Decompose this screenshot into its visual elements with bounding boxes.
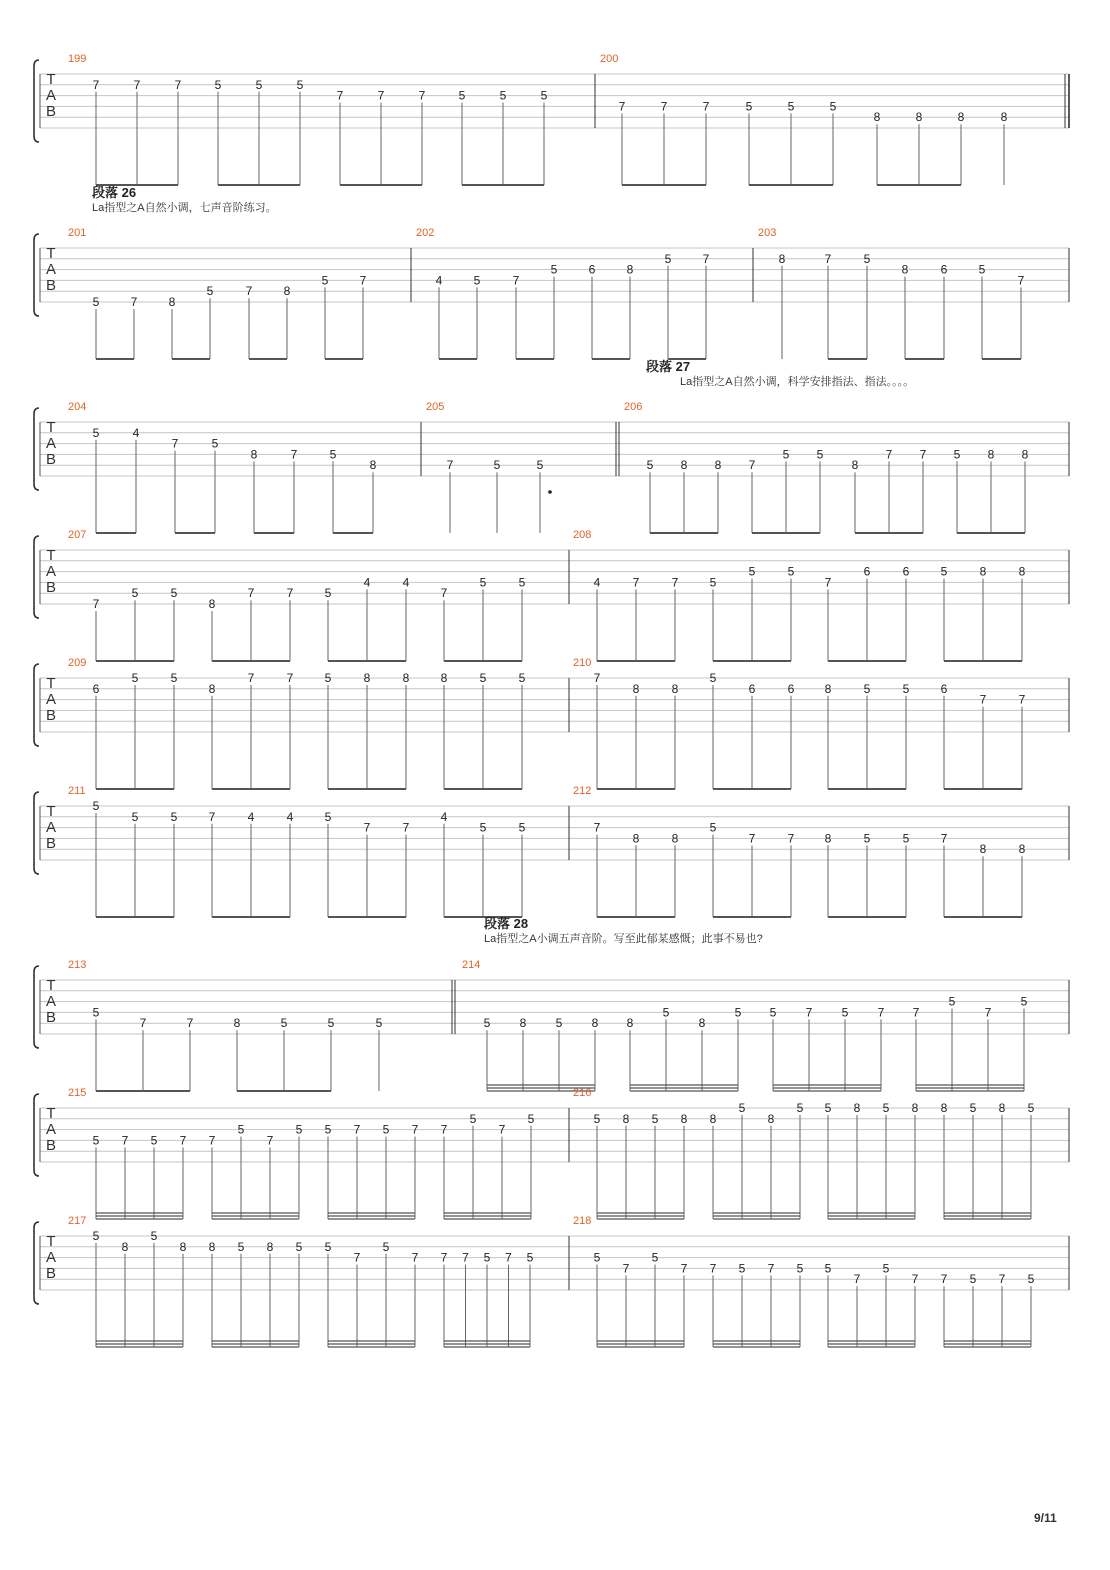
fret-number: 8 (233, 1016, 241, 1031)
fret-number: 8 (1018, 842, 1026, 857)
fret-number: 5 (499, 88, 507, 103)
fret-number: 7 (247, 671, 255, 685)
fret-number: 7 (671, 575, 679, 590)
tab-clef-letter: A (45, 819, 57, 836)
fret-number: 5 (206, 284, 214, 299)
fret-number: 7 (440, 1122, 448, 1137)
fret-number: 7 (805, 1005, 813, 1020)
fret-number: 5 (978, 262, 986, 277)
fret-number: 8 (121, 1239, 129, 1254)
fret-number: 5 (479, 671, 487, 685)
fret-number: 4 (435, 273, 443, 288)
fret-number: 7 (92, 77, 100, 92)
fret-number: 5 (882, 1101, 890, 1115)
fret-number: 5 (1020, 994, 1028, 1009)
measure-number: 211 (68, 785, 86, 797)
fret-number: 5 (479, 820, 487, 835)
fret-number: 5 (796, 1101, 804, 1115)
fret-number: 7 (767, 1261, 775, 1276)
fret-number: 5 (150, 1229, 158, 1243)
tab-clef-letter: T (46, 71, 56, 88)
fret-number: 5 (882, 1261, 890, 1276)
fret-number: 5 (953, 447, 961, 462)
fret-number: 5 (483, 1016, 491, 1031)
fret-number: 5 (824, 1261, 832, 1276)
fret-number: 8 (824, 831, 832, 846)
measure-number: 216 (573, 1087, 592, 1099)
fret-number: 5 (324, 586, 332, 601)
fret-number: 5 (550, 262, 558, 277)
tab-clef-letter: T (46, 1105, 56, 1122)
fret-number: 5 (92, 799, 100, 813)
fret-number: 7 (877, 1005, 885, 1020)
fret-number: 5 (131, 809, 139, 824)
fret-number: 5 (170, 586, 178, 601)
fret-number: 6 (92, 681, 100, 696)
fret-number: 5 (738, 1101, 746, 1115)
fret-number: 8 (168, 295, 176, 309)
fret-number: 8 (940, 1101, 948, 1115)
measure-number: 217 (68, 1215, 87, 1227)
fret-number: 5 (816, 447, 824, 462)
fret-number: 8 (208, 597, 216, 611)
fret-number: 7 (979, 692, 987, 707)
fret-number: 5 (863, 681, 871, 696)
fret-number: 7 (286, 671, 294, 685)
fret-number: 5 (769, 1005, 777, 1020)
fret-number: 7 (266, 1133, 274, 1148)
fret-number: 5 (458, 88, 466, 103)
fret-number: 8 (680, 458, 688, 473)
fret-number: 5 (651, 1250, 659, 1265)
tab-clef-letter: A (45, 993, 57, 1010)
tab-clef-letter: B (45, 1265, 57, 1282)
system-bracket (34, 1222, 39, 1304)
fret-number: 8 (179, 1239, 187, 1254)
fret-number: 8 (250, 447, 258, 462)
fret-number: 7 (130, 295, 138, 309)
system-bracket (34, 408, 39, 490)
measure-number: 204 (68, 401, 87, 413)
fret-number: 8 (767, 1111, 775, 1126)
fret-number: 7 (133, 77, 141, 92)
fret-number: 8 (1000, 110, 1008, 125)
fret-number: 6 (748, 681, 756, 696)
fret-number: 5 (483, 1250, 491, 1265)
fret-number: 8 (680, 1111, 688, 1126)
fret-number: 7 (919, 447, 927, 462)
measure-number: 202 (416, 227, 435, 239)
fret-number: 5 (214, 77, 222, 92)
fret-number: 5 (948, 994, 956, 1009)
fret-number: 5 (92, 295, 100, 309)
fret-number: 8 (208, 1239, 216, 1254)
fret-number: 7 (336, 88, 344, 103)
fret-number: 5 (841, 1005, 849, 1020)
fret-number: 5 (527, 1111, 535, 1126)
fret-number: 7 (245, 284, 253, 299)
fret-number: 5 (280, 1016, 288, 1031)
fret-number: 5 (92, 1133, 100, 1148)
measure-number: 205 (426, 401, 445, 413)
fret-number: 5 (327, 1016, 335, 1031)
fret-number: 5 (295, 1239, 303, 1254)
fret-number: 7 (171, 436, 179, 451)
system-bracket (34, 792, 39, 874)
fret-number: 7 (912, 1005, 920, 1020)
fret-number: 4 (402, 575, 410, 590)
fret-number: 8 (987, 447, 995, 462)
fret-number: 5 (646, 458, 654, 473)
fret-number: 8 (853, 1101, 861, 1115)
fret-number: 4 (593, 575, 601, 590)
measure-number: 201 (68, 227, 87, 239)
fret-number: 8 (778, 251, 786, 266)
measure-number: 200 (600, 53, 619, 65)
fret-number: 5 (518, 820, 526, 835)
measure-number: 208 (573, 529, 592, 541)
fret-number: 8 (266, 1239, 274, 1254)
fret-number: 8 (671, 831, 679, 846)
fret-number: 7 (618, 99, 626, 114)
fret-number: 8 (698, 1016, 706, 1031)
fret-number: 8 (979, 564, 987, 579)
fret-number: 5 (324, 809, 332, 824)
fret-number: 7 (998, 1272, 1006, 1287)
fret-number: 6 (940, 262, 948, 277)
tab-clef-letter: A (45, 87, 57, 104)
system-bracket (34, 664, 39, 746)
measure-number: 199 (68, 53, 87, 65)
fret-number: 7 (853, 1272, 861, 1287)
fret-number: 7 (290, 447, 298, 462)
fret-number: 5 (824, 1101, 832, 1115)
fret-number: 7 (593, 820, 601, 835)
fret-number: 5 (1027, 1101, 1035, 1115)
fret-number: 4 (286, 809, 294, 824)
fret-number: 5 (902, 831, 910, 846)
fret-number: 7 (885, 447, 893, 462)
fret-number: 5 (526, 1250, 534, 1265)
fret-number: 7 (593, 671, 601, 685)
fret-number: 8 (283, 284, 291, 299)
measure-number: 214 (462, 959, 481, 971)
fret-number: 5 (382, 1122, 390, 1137)
fret-number: 7 (446, 458, 454, 473)
tab-clef-letter: A (45, 1249, 57, 1266)
fret-number: 7 (940, 831, 948, 846)
fret-number: 7 (940, 1272, 948, 1287)
fret-number: 5 (902, 681, 910, 696)
system-bracket (34, 1094, 39, 1176)
fret-number: 5 (1027, 1272, 1035, 1287)
tab-clef-letter: B (45, 103, 57, 120)
fret-number: 5 (593, 1250, 601, 1265)
fret-number: 5 (709, 575, 717, 590)
fret-number: 5 (237, 1239, 245, 1254)
fret-number: 5 (321, 273, 329, 288)
fret-number: 8 (873, 110, 881, 125)
fret-number: 7 (174, 77, 182, 92)
fret-number: 8 (709, 1111, 717, 1126)
fret-number: 7 (139, 1016, 147, 1031)
tab-clef-letter: B (45, 707, 57, 724)
fret-number: 8 (1018, 564, 1026, 579)
fret-number: 5 (745, 99, 753, 114)
fret-number: 7 (748, 831, 756, 846)
fret-number: 5 (382, 1239, 390, 1254)
fret-number: 7 (709, 1261, 717, 1276)
fret-number: 8 (911, 1101, 919, 1115)
fret-number: 5 (787, 564, 795, 579)
fret-number: 8 (824, 681, 832, 696)
fret-number: 7 (462, 1250, 469, 1265)
fret-number: 5 (518, 575, 526, 590)
tab-clef-letter: T (46, 675, 56, 692)
tab-clef-letter: A (45, 691, 57, 708)
tab-clef-letter: B (45, 277, 57, 294)
fret-number: 8 (901, 262, 909, 277)
fret-number: 4 (440, 809, 448, 824)
section-26-title: 段落 26 (92, 185, 137, 200)
fret-number: 5 (170, 809, 178, 824)
fret-number: 8 (591, 1016, 599, 1031)
fret-number: 5 (738, 1261, 746, 1276)
fret-number: 7 (411, 1122, 419, 1137)
fret-number: 7 (702, 251, 710, 266)
fret-number: 6 (902, 564, 910, 579)
fret-number: 8 (632, 831, 640, 846)
fret-number: 5 (329, 447, 337, 462)
tab-clef-letter: T (46, 419, 56, 436)
fret-number: 5 (170, 671, 178, 685)
fret-number: 5 (131, 671, 139, 685)
tab-clef-letter: A (45, 563, 57, 580)
fret-number: 7 (418, 88, 426, 103)
fret-number: 5 (493, 458, 501, 473)
fret-number: 5 (375, 1016, 383, 1031)
fret-number: 7 (505, 1250, 512, 1265)
fret-number: 5 (863, 251, 871, 266)
fret-number: 5 (593, 1111, 601, 1126)
fret-number: 5 (863, 831, 871, 846)
fret-number: 5 (324, 1239, 332, 1254)
system-bracket (34, 966, 39, 1048)
tab-clef-letter: B (45, 1137, 57, 1154)
tab-clef-letter: B (45, 835, 57, 852)
fret-number: 5 (255, 77, 263, 92)
fret-number: 8 (208, 681, 216, 696)
fret-number: 8 (369, 458, 377, 473)
system-bracket (34, 234, 39, 316)
fret-number: 5 (969, 1101, 977, 1115)
fret-number: 5 (536, 458, 544, 473)
fret-number: 7 (984, 1005, 992, 1020)
fret-number: 5 (469, 1111, 477, 1126)
fret-number: 5 (295, 1122, 303, 1137)
fret-number: 8 (979, 842, 987, 857)
fret-number: 7 (179, 1133, 187, 1148)
measure-number: 206 (624, 401, 643, 413)
fret-number: 5 (787, 99, 795, 114)
fret-number: 5 (540, 88, 548, 103)
fret-number: 7 (353, 1250, 361, 1265)
fret-number: 5 (969, 1272, 977, 1287)
fret-number: 7 (748, 458, 756, 473)
tab-clef-letter: A (45, 435, 57, 452)
fret-number: 8 (998, 1101, 1006, 1115)
fret-number: 7 (286, 586, 294, 601)
fret-number: 5 (662, 1005, 670, 1020)
fret-number: 8 (632, 681, 640, 696)
fret-number: 4 (247, 809, 255, 824)
fret-number: 7 (440, 1250, 448, 1265)
fret-number: 5 (782, 447, 790, 462)
fret-number: 8 (622, 1111, 630, 1126)
fret-number: 8 (363, 671, 371, 685)
fret-number: 5 (92, 1229, 100, 1243)
fret-number: 4 (363, 575, 371, 590)
fret-number: 7 (622, 1261, 630, 1276)
fret-number: 7 (92, 597, 100, 611)
fret-number: 7 (377, 88, 385, 103)
fret-number: 7 (208, 1133, 216, 1148)
tab-clef-letter: T (46, 547, 56, 564)
rhythm-dot (548, 490, 552, 494)
fret-number: 5 (324, 1122, 332, 1137)
fret-number: 5 (748, 564, 756, 579)
section-28-note: La指型之A小调五声音阶。写至此郁某感慨；此事不易也? (484, 933, 763, 945)
tab-clef-letter: B (45, 579, 57, 596)
fret-number: 5 (479, 575, 487, 590)
fret-number: 7 (512, 273, 520, 288)
system-bracket (34, 60, 39, 142)
fret-number: 8 (402, 671, 410, 685)
fret-number: 7 (824, 251, 832, 266)
fret-number: 8 (626, 1016, 634, 1031)
system-bracket (34, 536, 39, 618)
tab-clef-letter: T (46, 245, 56, 262)
fret-number: 7 (208, 809, 216, 824)
fret-number: 8 (851, 458, 859, 473)
fret-number: 5 (796, 1261, 804, 1276)
tab-clef-letter: B (45, 451, 57, 468)
fret-number: 8 (915, 110, 923, 125)
fret-number: 5 (211, 436, 219, 451)
fret-number: 7 (186, 1016, 194, 1031)
fret-number: 5 (664, 251, 672, 266)
tab-clef-letter: T (46, 977, 56, 994)
tab-clef-letter: T (46, 1233, 56, 1250)
fret-number: 8 (1021, 447, 1029, 462)
tab-clef-letter: A (45, 261, 57, 278)
fret-number: 7 (1017, 273, 1025, 288)
fret-number: 6 (863, 564, 871, 579)
measure-number: 209 (68, 657, 87, 669)
fret-number: 7 (660, 99, 668, 114)
fret-number: 5 (237, 1122, 245, 1137)
fret-number: 8 (626, 262, 634, 277)
fret-number: 6 (940, 681, 948, 696)
fret-number: 7 (824, 575, 832, 590)
fret-number: 6 (787, 681, 795, 696)
fret-number: 7 (411, 1250, 419, 1265)
section-26-note: La指型之A自然小调，七声音阶练习。 (92, 202, 277, 214)
fret-number: 5 (150, 1133, 158, 1148)
fret-number: 5 (473, 273, 481, 288)
fret-number: 8 (714, 458, 722, 473)
fret-number: 7 (363, 820, 371, 835)
fret-number: 7 (247, 586, 255, 601)
fret-number: 5 (709, 820, 717, 835)
section-28-title: 段落 28 (484, 916, 529, 931)
tab-clef-letter: A (45, 1121, 57, 1138)
fret-number: 7 (402, 820, 410, 835)
fret-number: 5 (92, 425, 100, 440)
tab-clef-letter: B (45, 1009, 57, 1026)
measure-number: 210 (573, 657, 592, 669)
fret-number: 7 (359, 273, 367, 288)
fret-number: 7 (440, 586, 448, 601)
measure-number: 212 (573, 785, 592, 797)
fret-number: 7 (787, 831, 795, 846)
fret-number: 7 (702, 99, 710, 114)
fret-number: 8 (671, 681, 679, 696)
fret-number: 4 (132, 425, 140, 440)
fret-number: 5 (829, 99, 837, 114)
fret-number: 5 (131, 586, 139, 601)
fret-number: 8 (519, 1016, 527, 1031)
fret-number: 7 (680, 1261, 688, 1276)
measure-number: 213 (68, 959, 87, 971)
fret-number: 7 (353, 1122, 361, 1137)
fret-number: 8 (440, 671, 448, 685)
fret-number: 5 (651, 1111, 659, 1126)
section-27-title: 段落 27 (646, 359, 691, 374)
fret-number: 5 (555, 1016, 563, 1031)
fret-number: 7 (911, 1272, 919, 1287)
measure-number: 207 (68, 529, 87, 541)
page-number: 9/11 (1034, 1511, 1057, 1525)
fret-number: 5 (709, 671, 717, 685)
section-27-note: La指型之A自然小调，科学安排指法、指法。。。。 (680, 376, 915, 388)
fret-number: 7 (498, 1122, 506, 1137)
fret-number: 5 (324, 671, 332, 685)
fret-number: 7 (632, 575, 640, 590)
fret-number: 5 (734, 1005, 742, 1020)
measure-number: 203 (758, 227, 777, 239)
fret-number: 5 (518, 671, 526, 685)
fret-number: 8 (957, 110, 965, 125)
fret-number: 5 (296, 77, 304, 92)
fret-number: 5 (940, 564, 948, 579)
measure-number: 215 (68, 1087, 87, 1099)
fret-number: 6 (588, 262, 596, 277)
tab-clef-letter: T (46, 803, 56, 820)
fret-number: 7 (121, 1133, 129, 1148)
measure-number: 218 (573, 1215, 592, 1227)
fret-number: 7 (1018, 692, 1026, 707)
fret-number: 5 (92, 1005, 100, 1020)
